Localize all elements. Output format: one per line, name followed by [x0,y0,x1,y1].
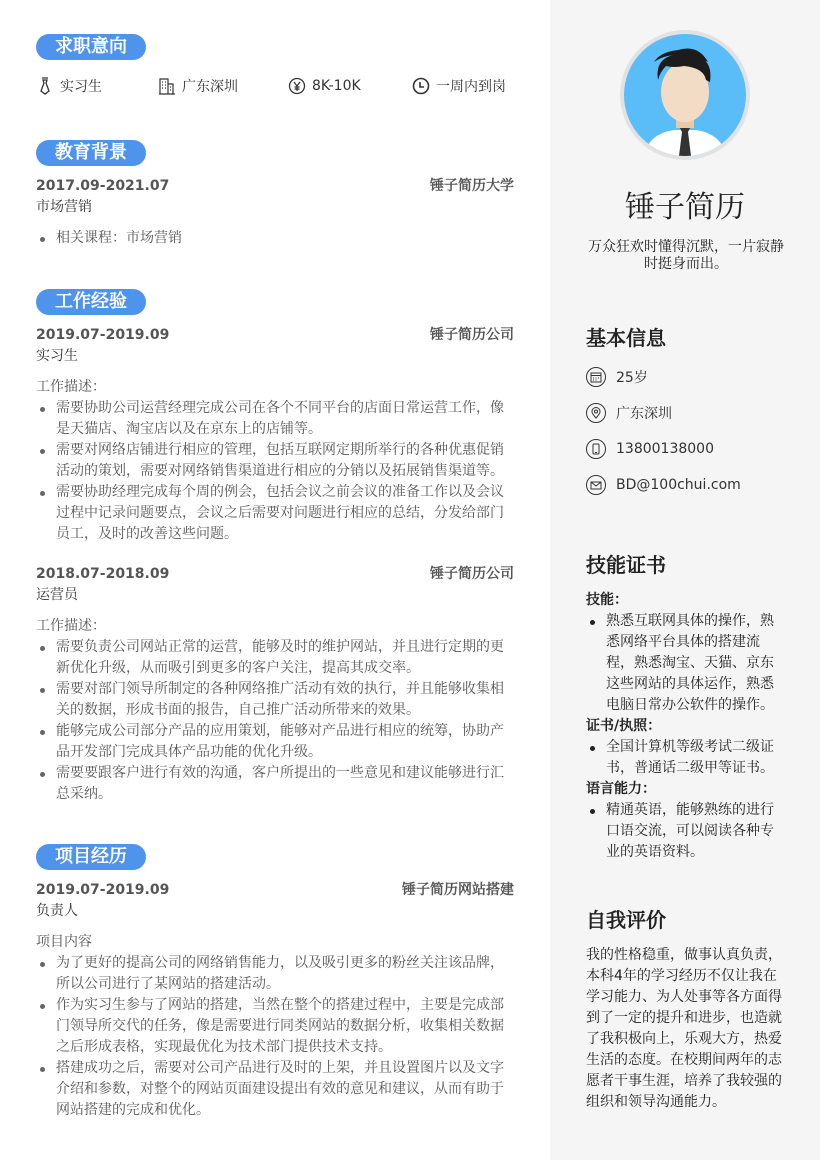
profile-name: 锤子简历 [625,190,745,225]
project-date: 2019.07-2019.09 [36,882,170,898]
profile-motto: 万众狂欢时懂得沉默，一片寂静时挺身而出。 [588,239,784,272]
job-date: 2018.07-2018.09 [36,566,170,582]
age-text: 25岁 [616,370,648,386]
list-item: 需要协助经理完成每个周的例会，包括会议之前会议的准备工作以及会议过程中记录问题要点，会议之后需要对问题进行相应的总结，分发给部门员工，及时的改善这些问题。 [36,482,514,545]
city [158,76,288,96]
clock-icon [412,77,430,95]
list-item: 全国计算机等级考试二级证书，普通话二级甲等证书。 [586,737,786,779]
calendar-icon [586,367,606,387]
phone-text: 13800138000 [616,441,714,457]
project-role: 负责人 [36,903,78,919]
city-text: 广东深圳 [182,79,238,95]
list-item: 需要负责公司网站正常的运营，能够及时的维护网站，并且进行定期的更新优化升级，从而吸引到更多的客户关注，提高其成交率。 [36,637,514,679]
mail-icon [586,475,606,495]
work-section [36,289,514,545]
skills-section [586,549,786,863]
position-text: 实习生 [60,79,102,95]
skill-group-label: 技能： [586,592,628,608]
job-label: 工作描述： [36,379,106,395]
email-text: BD@100chui.com [616,477,741,493]
info-age [586,359,786,395]
intention-row [36,74,514,98]
salary [288,77,412,95]
salary-text: 8K-10K [312,78,361,94]
tie-icon [36,77,54,95]
job-company: 锤子简历公司 [430,327,514,343]
list-item: 需要对部门领导所制定的各种网络推广活动有效的执行，并且能够收集相关的数据，形成书面的报告，自己推广活动所带来的效果。 [36,679,514,721]
list-item: 作为实习生参与了网站的搭建，当然在整个的搭建过程中，主要是完成部门领导所交代的任务，像是需要进行同类网站的数据分析，收集相关数据之后形成表格，实现最优化为技术部门提供技术支持。 [36,995,514,1058]
list-item: 需要要跟客户进行有效的沟通，客户所提出的一些意见和建议能够进行汇总采纳。 [36,763,514,805]
self-eval-text: 我的性格稳重，做事认真负责，本科4年的学习经历不仅让我在学习能力、为人处事等各方面得到了一定的提升和进步，也造就了我积极向上，乐观大方，热爱生活的态度。在校期间两年的志愿者干事生涯，培养了我较强的组织和领导沟通能力。 [586,947,782,1110]
job-role: 运营员 [36,587,78,603]
sidebar [550,0,820,1160]
info-city [586,395,786,431]
basic-info-section [586,322,786,503]
info-phone [586,431,786,467]
yen-icon [288,77,306,95]
project-label: 项目内容 [36,934,92,950]
building-icon [158,77,176,95]
job-company: 锤子简历公司 [430,566,514,582]
section-title: 自我评价 [586,908,666,932]
education-section [36,140,514,249]
skill-group-label: 证书/执照： [586,718,662,734]
edu-school: 锤子简历大学 [430,178,514,194]
job-label: 工作描述： [36,618,106,634]
avatar [620,30,750,160]
section-title: 项目经历 [36,844,146,870]
section-title: 求职意向 [36,34,146,60]
project-section [36,844,514,1121]
availability-text: 一周内到岗 [436,79,506,95]
list-item: 精通英语，能够熟练的进行口语交流，可以阅读各种专业的英语资料。 [586,800,786,863]
section-title: 技能证书 [586,553,666,577]
list-item: 需要对网络店铺进行相应的管理，包括互联网定期所举行的各种优惠促销活动的策划，需要对网络销售渠道进行相应的分销以及拓展销售渠道等。 [36,440,514,482]
job-role: 实习生 [36,348,78,364]
phone-icon [586,439,606,459]
skill-group-label: 语言能力： [586,781,656,797]
edu-date: 2017.09-2021.07 [36,178,170,194]
job-date: 2019.07-2019.09 [36,327,170,343]
list-item: 搭建成功之后，需要对公司产品进行及时的上架，并且设置图片以及文字介绍和参数，对整个的网站页面建设提出有效的意见和建议，从而有助于网站搭建的完成和优化。 [36,1058,514,1121]
section-title: 基本信息 [586,326,666,350]
edu-major: 市场营销 [36,199,92,215]
info-email [586,467,786,503]
project-name: 锤子简历网站搭建 [402,882,514,898]
list-item: 为了更好的提高公司的网络销售能力，以及吸引更多的粉丝关注该品牌，所以公司进行了某网站的搭建活动。 [36,953,514,995]
city-text: 广东深圳 [616,406,672,422]
list-item: 相关课程：市场营销 [36,228,514,249]
position [36,76,158,96]
section-title: 教育背景 [36,140,146,166]
work-job-2 [36,556,514,805]
list-item: 需要协助公司运营经理完成公司在各个不同平台的店面日常运营工作，像是天猫店、淘宝店以及在京东上的店铺等。 [36,398,514,440]
list-item: 熟悉互联网具体的操作，熟悉网络平台具体的搭建流程，熟悉淘宝、天猫、京东这些网站的具体运作，熟悉电脑日常办公软件的操作。 [586,611,786,716]
location-icon [586,403,606,423]
self-eval-section [586,904,786,1113]
list-item: 能够完成公司部分产品的应用策划，能够对产品进行相应的统筹，协助产品开发部门完成具体产品功能的优化升级。 [36,721,514,763]
availability [412,76,506,96]
section-title: 工作经验 [36,289,146,315]
intention-section [36,34,514,98]
